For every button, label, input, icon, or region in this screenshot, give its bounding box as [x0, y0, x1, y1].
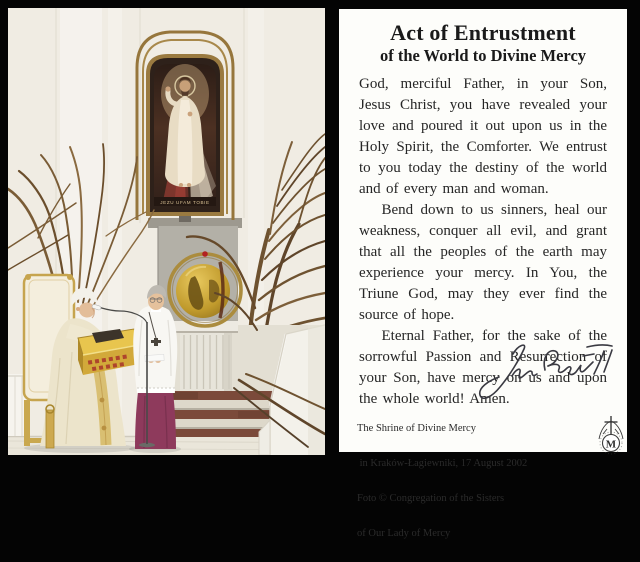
divine-mercy-caption: JEZU UFAM TOBIE [160, 200, 210, 205]
prayer-paragraph-2: Bend down to us sinners, heal our weakness, conquer all evil, and grant that all the peoples of the earth may experience your mercy. In You, the Triune God, may they ever find the source of hope. [359, 202, 607, 323]
card-title: Act of Entrustment [390, 20, 576, 45]
signature-script [477, 334, 613, 406]
ring-red-jewel [202, 251, 208, 257]
card-subtitle: of the World to Divine Mercy [379, 46, 587, 65]
photo-credits [357, 400, 527, 562]
credit-line-1: The Shrine of Divine Mercy [357, 423, 476, 435]
logo-letter: M [605, 438, 617, 451]
congregation-logo [593, 412, 629, 458]
divine-mercy-framed-image [137, 32, 233, 222]
prayer-paragraph-3: Eternal Father, for the sake of the sorrowful Passion and Resurrection of your Son, have mercy on us and upon the whole world! Amen. [359, 328, 607, 407]
pope-signature [477, 334, 613, 406]
prayer-paragraph-1: God, merciful Father, in your Son, Jesus Christ, you have revealed your love and poured it out upon us in the Holy Spirit, the Comforter. We entrust to you today the destiny of the world and of every man and woman. [359, 76, 607, 197]
chair-gold-leg [46, 410, 54, 448]
shrine-photograph [8, 8, 325, 455]
credit-line-2: in Kraków-Łagiewniki, 17 August 2002 [357, 457, 528, 469]
credit-line-3: Foto © Congregation of the Sisters [357, 492, 505, 504]
credit-line-4: of Our Lady of Mercy [357, 527, 451, 539]
prayer-card-text-panel [339, 9, 627, 539]
